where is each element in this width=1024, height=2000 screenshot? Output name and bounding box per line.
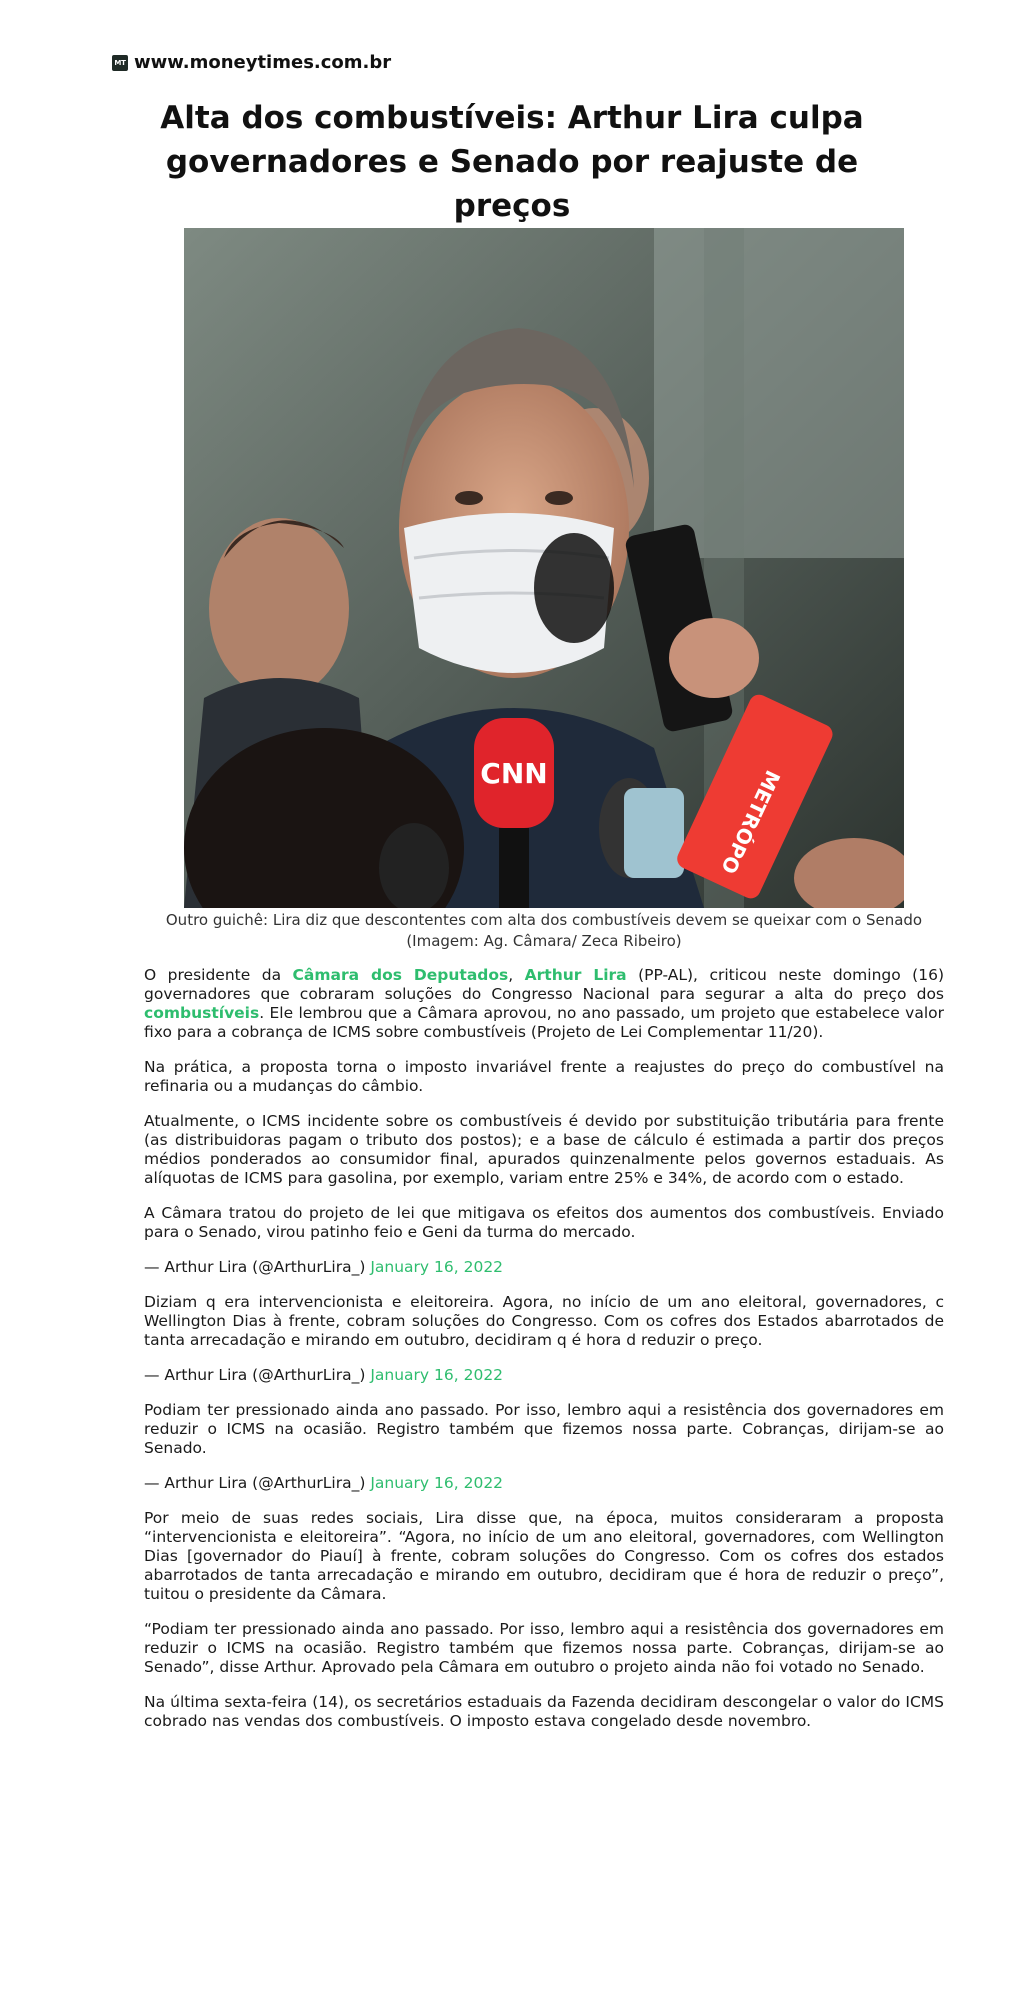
svg-text:METRÓPO: METRÓPO <box>716 766 786 878</box>
paragraph-6: Na última sexta-feira (14), os secretários estaduais da Fazenda decidiram descongelar o valor do ICMS cobrado nas vendas dos combustíveis. O imposto estava congelado desde novembro. <box>144 1693 944 1730</box>
tweet-2-date-link[interactable]: January 16, 2022 <box>370 1366 504 1384</box>
site-header <box>112 52 391 73</box>
p1-text-3: (PP-AL), criticou neste domingo (16) governadores que cobraram soluções do Congresso Nacional para segurar a alta do preço dos <box>144 966 944 1003</box>
paragraph-3: Atualmente, o ICMS incidente sobre os combustíveis é devido por substituição tributária para frente (as distribuidoras pagam o tributo dos postos); e a base de cálculo é estimada a partir dos preços médios ponderados ao consumidor final, apurados quinzenalmente pelos governos estaduais. As alíquotas de ICMS para gasolina, por exemplo, variam entre 25% e 34%, de acordo com o estado. <box>144 1112 944 1187</box>
article-title <box>112 96 912 228</box>
article-body <box>144 966 944 1747</box>
title-line-2: governadores e Senado por reajuste de preços <box>165 144 859 224</box>
svg-text:CNN: CNN <box>480 757 548 790</box>
link-combustiveis[interactable]: combustíveis <box>144 1004 260 1022</box>
paragraph-5: “Podiam ter pressionado ainda ano passado. Por isso, lembro aqui a resistência dos governadores em reduzir o ICMS na ocasião. Registro também que fizemos nossa parte. Cobranças, dirijam-se ao Senado”, disse Arthur. Aprovado pela Câmara em outubro o projeto ainda não foi votado no Senado. <box>144 1620 944 1676</box>
tweet-2-text: Diziam q era intervencionista e eleitoreira. Agora, no início de um ano eleitoral, governadores, c Wellington Dias à frente, cobram soluções do Congresso. Com os cofres dos Estados abarrotados de tanta arrecadação e mirando em outubro, decidiram q é hora d reduzir o preço. <box>144 1293 944 1349</box>
tweet-1-date-link[interactable]: January 16, 2022 <box>370 1258 504 1276</box>
p1-text-4: . Ele lembrou que a Câmara aprovou, no ano passado, um projeto que estabelece valor fixo para a cobrança de ICMS sobre combustíveis (Projeto de Lei Complementar 11/20). <box>144 1004 944 1041</box>
tweet-2-author: — Arthur Lira (@ArthurLira_) <box>144 1366 371 1384</box>
tweet-3-attribution <box>144 1474 944 1493</box>
p1-text-1: O presidente da <box>144 966 293 984</box>
paragraph-1 <box>144 966 944 1042</box>
link-camara-dos-deputados[interactable]: Câmara dos Deputados <box>292 966 509 984</box>
tweet-1-attribution <box>144 1258 944 1277</box>
link-arthur-lira[interactable]: Arthur Lira <box>524 966 627 984</box>
caption-credit: (Imagem: Ag. Câmara/ Zeca Ribeiro) <box>406 932 682 950</box>
tweet-2-attribution <box>144 1366 944 1385</box>
tweet-3-author: — Arthur Lira (@ArthurLira_) <box>144 1474 371 1492</box>
tweet-3-text: Podiam ter pressionado ainda ano passado. Por isso, lembro aqui a resistência dos governadores em reduzir o ICMS na ocasião. Registro também que fizemos nossa parte. Cobranças, dirijam-se ao Senado. <box>144 1401 944 1457</box>
article-photo <box>184 228 904 908</box>
moneytimes-logo-icon: MT <box>112 55 128 71</box>
paragraph-4: Por meio de suas redes sociais, Lira disse que, na época, muitos consideraram a proposta “intervencionista e eleitoreira”. “Agora, no início de um ano eleitoral, governadores, com Wellington Dias [governador do Piauí] à frente, cobram soluções do Congresso. Com os cofres dos estados abarrotados de tanta arrecadação e mirando em outubro, decidiram que é hora de reduzir o preço”, tuitou o presidente da Câmara. <box>144 1509 944 1603</box>
site-url[interactable]: www.moneytimes.com.br <box>134 52 392 73</box>
tweet-1-text: A Câmara tratou do projeto de lei que mitigava os efeitos dos aumentos dos combustíveis. Enviado para o Senado, virou patinho feio e Geni da turma do mercado. <box>144 1204 944 1241</box>
paragraph-2: Na prática, a proposta torna o imposto invariável frente a reajustes do preço do combustível na refinaria ou a mudanças do câmbio. <box>144 1058 944 1095</box>
tweet-3-date-link[interactable]: January 16, 2022 <box>370 1474 504 1492</box>
caption-text: Outro guichê: Lira diz que descontentes com alta dos combustíveis devem se queixar com o Senado <box>165 911 923 929</box>
tweet-1-author: — Arthur Lira (@ArthurLira_) <box>144 1258 371 1276</box>
p1-text-2: , <box>508 966 525 984</box>
photo-caption <box>144 910 944 952</box>
title-line-1: Alta dos combustíveis: Arthur Lira culpa <box>160 100 864 136</box>
